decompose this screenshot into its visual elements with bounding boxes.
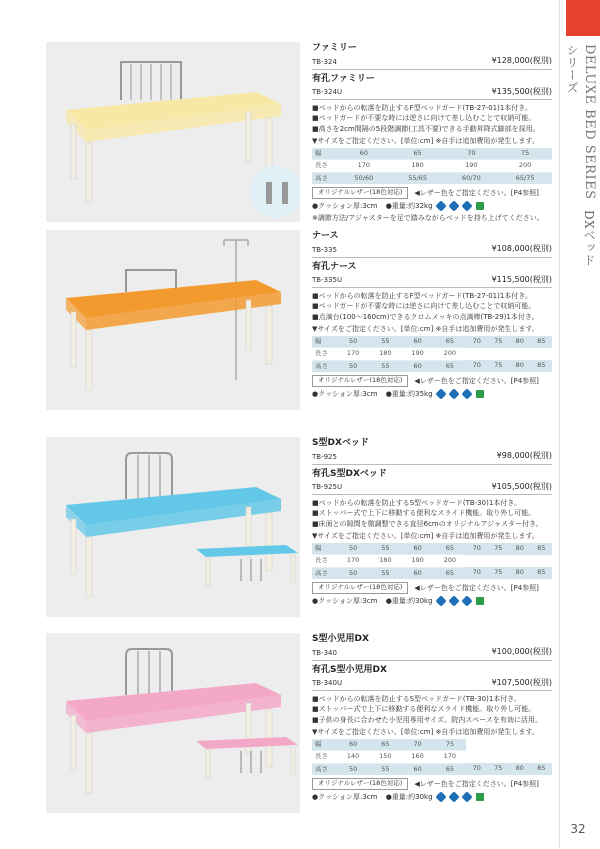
size-cell: 180 [369, 348, 401, 360]
product-price: ¥108,000(税別) [491, 244, 552, 254]
size-row [312, 172, 552, 184]
size-row [312, 567, 552, 579]
size-cell: 85 [531, 543, 553, 555]
size-cell: 60 [402, 543, 434, 555]
feature-item: ■ベッドからの転落を防止するF型ベッドガード(TB-27-01)1本付き。 [312, 104, 533, 113]
option-icon [461, 200, 472, 211]
size-cell: 75 [488, 567, 510, 579]
product-name: S型小児用DX [312, 634, 369, 644]
product-price-perforated: ¥107,500(税別) [491, 677, 552, 687]
leather-note: ◀レザー色をご指定ください。[P4参照] [414, 376, 539, 385]
size-cell: 60 [337, 148, 391, 160]
divider [312, 660, 552, 661]
size-row [312, 148, 552, 160]
feature-item: ■ベッドからの転落を防止するS型ベッドガード(TB-30)1本付き。 [312, 695, 521, 704]
size-row-label: 高さ [312, 763, 337, 775]
size-cell: 75 [434, 739, 466, 751]
size-cell: 200 [498, 160, 552, 172]
leather-label: オリジナルレザー(18色対応) [312, 582, 408, 593]
size-cell: 80 [509, 763, 531, 775]
size-row-label: 幅 [312, 148, 337, 160]
size-row-label: 高さ [312, 172, 337, 184]
product-info [312, 437, 552, 606]
series-title-ja: DXベッドシリーズ [565, 44, 596, 267]
feature-item: ■ベッドガードが不要な時には逆さに向けて差し込むことで収納可能。 [312, 114, 536, 123]
page-number: 32 [570, 822, 586, 836]
feature-list [312, 498, 552, 528]
size-cell: 60 [402, 567, 434, 579]
leather-note: ◀レザー色をご指定ください。[P4参照] [414, 188, 539, 197]
option-icon [448, 595, 459, 606]
size-row-label: 長さ [312, 160, 337, 172]
size-cell: 55 [369, 567, 401, 579]
feature-item: ■ベッドガードが不要な時には逆さに向けて差し込むことで収納可能。 [312, 302, 536, 311]
size-cell: 65 [369, 739, 401, 751]
size-cell: 85 [531, 360, 553, 372]
divider [312, 464, 552, 465]
option-icon [435, 791, 446, 802]
size-cell: 200 [434, 555, 466, 567]
size-cell: 65 [434, 543, 466, 555]
recycle-icon [476, 793, 484, 801]
option-icon [435, 200, 446, 211]
feature-item: ■床面との隙間を微調整できる直径6cmのオリジナルアジャスター付き。 [312, 519, 543, 528]
size-cell: 60 [337, 739, 369, 751]
product-code-perforated: TB-925U [312, 483, 343, 492]
size-row-label: 高さ [312, 567, 337, 579]
bed-photo [46, 437, 300, 617]
product-info [312, 633, 552, 802]
divider [312, 99, 552, 100]
size-cell: 170 [337, 160, 391, 172]
product-photo [46, 230, 300, 410]
feature-list [312, 694, 552, 724]
size-row-label: 長さ [312, 555, 337, 567]
size-table [312, 148, 552, 184]
size-cell: 65 [391, 148, 445, 160]
leather-note: ◀レザー色をご指定ください。[P4参照] [414, 779, 539, 788]
bed-photo [46, 230, 300, 410]
cushion-spec: ●クッション厚:3cm [312, 201, 378, 210]
size-note: ▼サイズをご指定ください。[単位:cm] ※自手は追加費用が発生します。 [312, 727, 539, 736]
cushion-spec: ●クッション厚:3cm [312, 389, 378, 398]
product-name-perforated: 有孔S型小児用DX [312, 664, 387, 675]
feature-list [312, 103, 552, 133]
size-cell: 70 [445, 148, 499, 160]
size-cell: 80 [509, 360, 531, 372]
size-cell: 65/75 [498, 172, 552, 184]
size-cell: 60 [402, 360, 434, 372]
size-row [312, 160, 552, 172]
cushion-spec: ●クッション厚:3cm [312, 792, 378, 801]
product-info [312, 230, 552, 399]
size-row [312, 763, 552, 775]
divider [312, 287, 552, 288]
size-cell: 75 [488, 336, 510, 348]
product-price-perforated: ¥115,500(税別) [491, 274, 552, 284]
size-cell: 190 [445, 160, 499, 172]
size-note: ▼サイズをご指定ください。[単位:cm] ※自手は追加費用が発生します。 [312, 531, 539, 540]
size-cell: 70 [466, 543, 488, 555]
adjuster-inset [250, 166, 300, 218]
product-name: ファミリー [312, 43, 357, 53]
size-note: ▼サイズをご指定ください。[単位:cm] ※自手は追加費用が発生します。 [312, 324, 539, 333]
size-cell: 190 [402, 555, 434, 567]
size-cell: 170 [337, 555, 369, 567]
size-table [312, 739, 552, 775]
weight-spec: ●重量:約30kg [385, 792, 433, 801]
option-icon [461, 791, 472, 802]
size-row-label: 幅 [312, 336, 337, 348]
accent-bar [566, 0, 600, 36]
product-code-perforated: TB-335U [312, 276, 343, 285]
size-cell: 170 [337, 348, 369, 360]
product-code: TB-335 [312, 245, 337, 254]
size-table [312, 336, 552, 372]
size-cell: 180 [391, 160, 445, 172]
option-icon [461, 595, 472, 606]
product-photo [46, 633, 300, 813]
option-icon [461, 388, 472, 399]
size-row-label: 高さ [312, 360, 337, 372]
size-cell: 75 [488, 360, 510, 372]
divider [312, 257, 552, 258]
product-price-perforated: ¥105,500(税別) [491, 481, 552, 491]
size-cell: 65 [434, 336, 466, 348]
size-cell: 60/70 [445, 172, 499, 184]
leather-label: オリジナルレザー(18色対応) [312, 375, 408, 386]
extra-note: ※調節方法/アジャスターを足で踏みながらベッドを持ち上げてください。 [312, 213, 544, 222]
option-icon [435, 388, 446, 399]
leather-note: ◀レザー色をご指定ください。[P4参照] [414, 583, 539, 592]
divider [312, 69, 552, 70]
product-name-perforated: 有孔S型DXベッド [312, 468, 387, 479]
product-info [312, 42, 552, 223]
size-row [312, 751, 552, 763]
size-cell: 160 [402, 751, 434, 763]
cushion-spec: ●クッション厚:3cm [312, 596, 378, 605]
weight-spec: ●重量:約35kg [385, 389, 433, 398]
series-title [565, 44, 598, 274]
size-cell: 60 [402, 763, 434, 775]
product-price-perforated: ¥135,500(税別) [491, 86, 552, 96]
size-cell: 200 [434, 348, 466, 360]
size-cell: 70 [466, 336, 488, 348]
size-cell: 55/65 [391, 172, 445, 184]
product-code: TB-925 [312, 452, 337, 461]
product-name: ナース [312, 231, 339, 241]
size-row [312, 360, 552, 372]
size-cell: 55 [369, 763, 401, 775]
size-cell: 65 [434, 763, 466, 775]
feature-list [312, 291, 552, 321]
size-cell: 50 [337, 763, 369, 775]
product-code: TB-340 [312, 648, 337, 657]
size-row [312, 739, 552, 751]
product-name-perforated: 有孔ファミリー [312, 73, 375, 84]
size-cell: 70 [466, 360, 488, 372]
size-cell: 70 [466, 763, 488, 775]
product-code: TB-324 [312, 57, 337, 66]
divider [312, 494, 552, 495]
size-cell: 50 [337, 567, 369, 579]
option-icon [435, 595, 446, 606]
size-row [312, 555, 552, 567]
size-row-label: 幅 [312, 543, 337, 555]
feature-item: ■ストッパー式で上下に移動する便利なスライド機能。取り外し可能。 [312, 705, 536, 714]
size-cell: 85 [531, 336, 553, 348]
size-cell: 50/60 [337, 172, 391, 184]
feature-item: ■高さを2cm間隔の5段階調節(工具不要)できる手動昇降式脚部を採用。 [312, 124, 540, 133]
size-row [312, 543, 552, 555]
bed-photo [46, 42, 300, 222]
product-code-perforated: TB-324U [312, 88, 343, 97]
feature-item: ■ベッドからの転落を防止するF型ベッドガード(TB-27-01)1本付き。 [312, 292, 533, 301]
recycle-icon [476, 202, 484, 210]
product-price: ¥98,000(税別) [496, 451, 552, 461]
size-cell: 60 [402, 336, 434, 348]
feature-item: ■ベッドからの転落を防止するS型ベッドガード(TB-30)1本付き。 [312, 499, 521, 508]
size-table [312, 543, 552, 579]
series-title-en: DELUXE BED SERIES [582, 44, 597, 200]
size-cell: 180 [369, 555, 401, 567]
option-icon [448, 388, 459, 399]
size-row-label: 幅 [312, 739, 337, 751]
size-cell: 190 [402, 348, 434, 360]
product-code-perforated: TB-340U [312, 679, 343, 688]
product-name-perforated: 有孔ナース [312, 261, 357, 272]
feature-item: ■子供の身長に合わせた小児用専用サイズ。院内スペースを有効に活用。 [312, 715, 542, 724]
size-cell: 75 [498, 148, 552, 160]
product-photo [46, 42, 300, 222]
divider [312, 690, 552, 691]
size-cell: 50 [337, 336, 369, 348]
leather-label: オリジナルレザー(18色対応) [312, 187, 408, 198]
weight-spec: ●重量:約32kg [385, 201, 433, 210]
weight-spec: ●重量:約30kg [385, 596, 433, 605]
size-row [312, 336, 552, 348]
size-cell: 140 [337, 751, 369, 763]
product-price: ¥128,000(税別) [491, 56, 552, 66]
recycle-icon [476, 390, 484, 398]
sidebar-divider [559, 0, 560, 849]
size-cell: 170 [434, 751, 466, 763]
size-cell: 65 [434, 567, 466, 579]
option-icon [448, 791, 459, 802]
feature-item: ■ストッパー式で上下に移動する便利なスライド機能。取り外し可能。 [312, 509, 536, 518]
bed-photo [46, 633, 300, 813]
size-cell: 150 [369, 751, 401, 763]
size-cell: 70 [402, 739, 434, 751]
size-cell: 75 [488, 763, 510, 775]
size-cell: 85 [531, 763, 553, 775]
size-cell: 50 [337, 360, 369, 372]
size-cell: 80 [509, 543, 531, 555]
size-row-label: 長さ [312, 751, 337, 763]
product-photo [46, 437, 300, 617]
size-row-label: 長さ [312, 348, 337, 360]
size-cell: 75 [488, 543, 510, 555]
leather-label: オリジナルレザー(18色対応) [312, 778, 408, 789]
option-icon [448, 200, 459, 211]
size-cell: 55 [369, 543, 401, 555]
size-row [312, 348, 552, 360]
size-cell: 80 [509, 567, 531, 579]
size-cell: 80 [509, 336, 531, 348]
size-cell: 70 [466, 567, 488, 579]
feature-item: ■点滴台(100〜160cm)できるクロムメッキの点滴棒(TB-29)1本付き。 [312, 312, 539, 321]
product-price: ¥100,000(税別) [491, 647, 552, 657]
size-cell: 50 [337, 543, 369, 555]
recycle-icon [476, 597, 484, 605]
size-cell: 65 [434, 360, 466, 372]
size-note: ▼サイズをご指定ください。[単位:cm] ※自手は追加費用が発生します。 [312, 136, 539, 145]
product-name: S型DXベッド [312, 438, 369, 448]
size-cell: 55 [369, 360, 401, 372]
size-cell: 85 [531, 567, 553, 579]
size-cell: 55 [369, 336, 401, 348]
